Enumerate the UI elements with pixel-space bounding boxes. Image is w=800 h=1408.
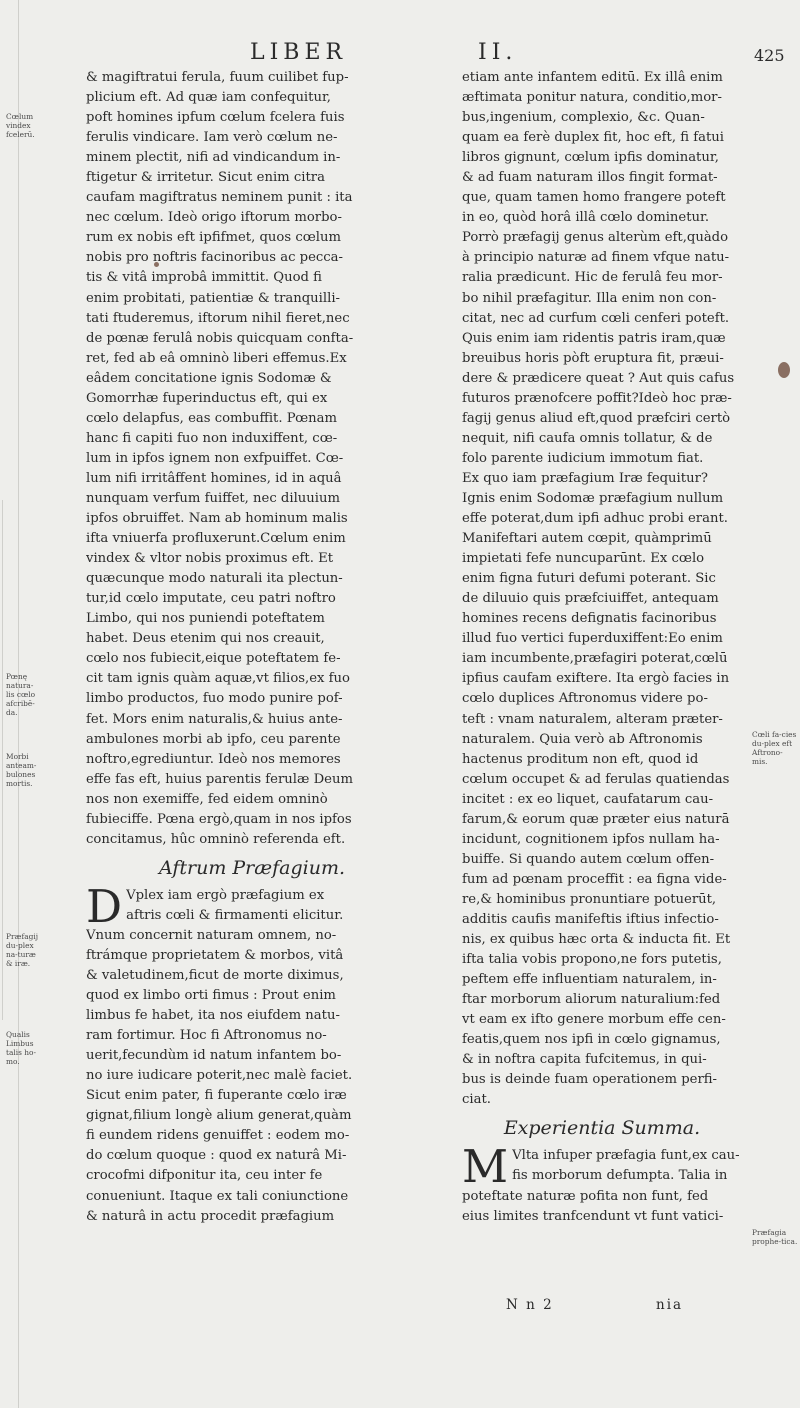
text-line: caufam magiftratus neminem punit : ita	[86, 190, 353, 206]
text-line: cœlo duplices Aftronomus videre po-	[462, 691, 708, 707]
text-line: plicium eft. Ad quæ iam confequitur,	[86, 90, 331, 106]
text-line: bus is deinde fuam operationem perfi-	[462, 1072, 718, 1088]
text-line: vt eam ex ifto genere morbum effe cen-	[462, 1012, 726, 1028]
text-line: cœlum occupet & ad ferulas quatiendas	[462, 771, 730, 787]
text-line: Gomorrhæ fuperinductus eft, qui ex	[86, 390, 328, 406]
text-line: nunquam verfum fuiffet, nec diluuium	[86, 490, 341, 506]
text-line: bo nihil præfagitur. Illa enim non con-	[462, 290, 717, 306]
text-line: Vlta infuper præfagia funt,ex cau-	[512, 1148, 740, 1164]
text-line: effe poterat,dum ipfi adhuc probi erant.	[462, 511, 728, 527]
text-line: Manifeftari autem cœpit, quàmprimū	[462, 531, 712, 547]
text-line: habet. Deus etenim qui nos creauit,	[86, 631, 325, 647]
text-line: hanc fi capiti fuo non induxiffent, cœ-	[86, 430, 338, 446]
text-line: cit tam ignis quàm aquæ,vt filios,ex fuo	[86, 671, 350, 687]
text-line: teft : vnam naturalem, alteram præter-	[462, 711, 723, 727]
text-line: impietati fefe nuncuparūnt. Ex cœlo	[462, 551, 705, 567]
left-column-text-b	[86, 926, 418, 1227]
text-line: tur,id cœlo imputate, ceu patri noftro	[86, 591, 336, 607]
text-line: Sicut enim pater, fi fuperante cœlo iræ	[86, 1088, 347, 1104]
text-line: crocofmi difponitur ita, ceu inter fe	[86, 1168, 323, 1184]
text-line: Ignis enim Sodomæ præfagium nullum	[462, 490, 724, 506]
text-line: ralia prædicunt. Hic de ferulâ feu mor-	[462, 270, 723, 286]
text-line: nequit, nifi caufa omnis tollatur, & de	[462, 430, 713, 446]
margin-note: Qualis Limbus talis ho-mo.	[6, 1030, 36, 1066]
text-line: incidunt, cognitionem ipfos nullam ha-	[462, 831, 720, 847]
text-line: featis,quem nos ipfi in cœlo gignamus,	[462, 1032, 721, 1048]
text-line: quod ex limbo orti fimus : Prout enim	[86, 988, 336, 1004]
text-line: tis & vitâ improbâ immittit. Quod fi	[86, 270, 322, 286]
text-line: lum in ipfos ignem non exfpuiffet. Cœ-	[86, 450, 344, 466]
text-line: eâdem concitatione ignis Sodomæ &	[86, 370, 332, 386]
text-line: enim probitati, patientiæ & tranquilli-	[86, 290, 340, 306]
text-line: illud fuo vertici fuperduxiffent:Eo enim	[462, 631, 723, 647]
running-title-right: II.	[478, 40, 518, 65]
text-line: que, quam tamen homo frangere poteft	[462, 190, 726, 206]
text-line: ftigetur & irritetur. Sicut enim citra	[86, 170, 325, 186]
text-line: rum ex nobis eft ipfifmet, quos cœlum	[86, 230, 341, 246]
margin-note: Cœlum vindex fcelerū.	[6, 112, 35, 139]
text-line: fet. Mors enim naturalis,& huius ante-	[86, 711, 343, 727]
text-line: quam ea ferè duplex fit, hoc eft, fi fatui	[462, 130, 724, 146]
margin-note: Morbi anteam-bulones mortis.	[6, 752, 37, 788]
text-line: Vplex iam ergò præfagium ex	[126, 887, 325, 903]
text-line: nis, ex quibus hæc orta & inducta fit. Et	[462, 932, 731, 948]
left-column	[86, 68, 418, 1227]
text-line: breuibus horis pòft eruptura fit, præui-	[462, 350, 724, 366]
text-line: buiffe. Si quando autem cœlum offen-	[462, 851, 715, 867]
page-edge-line	[2, 500, 3, 1020]
margin-note: Præfagij du-plex na-turæ & iræ.	[6, 932, 38, 968]
text-line: & valetudinem,ficut de morte diximus,	[86, 968, 344, 984]
text-line: fis morborum defumpta. Talia in	[512, 1168, 728, 1184]
margin-note: Præfagia prophe-tica.	[752, 1228, 798, 1246]
text-line: fum ad pœnam proceffit : ea figna vide-	[462, 871, 727, 887]
text-line: enim figna futuri defumi poterant. Sic	[462, 571, 716, 587]
text-line: farum,& eorum quæ præter eius naturā	[462, 811, 730, 827]
text-line: eius limites tranfcendunt vt funt vatici-	[462, 1208, 724, 1224]
text-line: nec cœlum. Ideò origo iftorum morbo-	[86, 210, 342, 226]
text-line: fubieciffe. Pœna ergò,quam in nos ipfos	[86, 811, 352, 827]
text-line: conueniunt. Itaque ex tali coniunctione	[86, 1188, 349, 1204]
stain-mark	[778, 362, 790, 378]
text-line: naturalem. Quia verò ab Aftronomis	[462, 731, 703, 747]
text-line: ambulones morbi ab ipfo, ceu parente	[86, 731, 341, 747]
text-line: tati ftuderemus, iftorum nihil fieret,nec	[86, 310, 350, 326]
catchword: nia	[656, 1297, 684, 1313]
text-line: libros gignunt, cœlum ipfis dominatur,	[462, 150, 719, 166]
text-line: ftar morborum aliorum naturalium:fed	[462, 992, 721, 1008]
text-line: quæcunque modo naturali ita plectun-	[86, 571, 343, 587]
text-line: & ad fuam naturam illos fingit format-	[462, 170, 718, 186]
text-line: cœlo nos fubiecit,eique poteftatem fe-	[86, 651, 341, 667]
text-line: minem plectit, nifi ad vindicandum in-	[86, 150, 341, 166]
text-line: cœlo delapfus, eas combuffit. Pœnam	[86, 410, 337, 426]
text-line: lum nifi irritâffent homines, id in aquâ	[86, 470, 342, 486]
section-heading-astrum: Aftrum Præfagium.	[158, 856, 346, 879]
dropcap-paragraph-right	[462, 1140, 742, 1194]
right-column	[462, 68, 742, 1227]
text-line: ipfos obruiffet. Nam ab hominum malis	[86, 511, 348, 527]
text-line: effe fas eft, huius parentis ferulæ Deum	[86, 771, 353, 787]
text-line: do cœlum quoque : quod ex naturâ Mi-	[86, 1148, 347, 1164]
text-line: nos non exemiffe, fed eidem omninò	[86, 791, 328, 807]
right-column-text	[462, 68, 742, 1110]
text-line: incitet : ex eo liquet, caufatarum cau-	[462, 791, 714, 807]
text-line: peftem effe influentiam naturalem, in-	[462, 972, 717, 988]
dropcap-letter: D	[86, 879, 123, 933]
text-line: re,& hominibus pronuntiare potuerūt,	[462, 891, 717, 907]
text-line: ret, fed ab eâ omninò liberi effemus.Ex	[86, 350, 347, 366]
margin-note: Cœli fa-cies du-plex eft Aftrono-mis.	[752, 730, 797, 766]
dropcap-paragraph-left	[86, 879, 418, 933]
catchword-line	[506, 1297, 684, 1313]
text-line: iam incumbente,præfagiri poterat,cœlū	[462, 651, 728, 667]
page-number: 425	[754, 46, 785, 65]
running-header	[0, 40, 800, 70]
text-line: vindex & vltor nobis proximus eft. Et	[86, 551, 334, 567]
text-line: & in noftra capita fufcitemus, in qui-	[462, 1052, 707, 1068]
text-line: in eo, quòd horâ illâ cœlo dominetur.	[462, 210, 710, 226]
text-line: hactenus proditum non eft, quod id	[462, 751, 699, 767]
text-line: concitamus, hûc omninò referenda eft.	[86, 831, 346, 847]
text-line: & magiftratui ferula, fuum cuilibet fup-	[86, 70, 349, 85]
text-line: Vnum concernit naturam omnem, no-	[86, 927, 337, 943]
right-column-text-b	[462, 1187, 742, 1227]
text-line: bus,ingenium, complexio, &c. Quan-	[462, 110, 705, 126]
text-line: ferulis vindicare. Iam verò cœlum ne-	[86, 130, 338, 146]
text-line: aftris cœli & firmamenti elicitur.	[126, 907, 344, 923]
text-line: citat, nec ad curfum cœli cenferi poteft.	[462, 310, 730, 326]
signature-mark: N n 2	[506, 1297, 554, 1313]
text-line: gignat,filium longè alium generat,quàm	[86, 1108, 352, 1124]
text-line: Porrò præfagij genus alterùm eft,quàdo	[462, 230, 729, 246]
text-line: etiam ante infantem editū. Ex illâ enim	[462, 70, 723, 85]
text-line: ifta vniuerfa profluxerunt.Cœlum enim	[86, 531, 346, 547]
text-line: no iure iudicare poterit,nec malè faciet.	[86, 1068, 353, 1084]
text-line: de pœnæ ferulâ nobis quicquam confta-	[86, 330, 354, 346]
text-line: fagij genus aliud eft,quod præfciri certò	[462, 410, 731, 426]
text-line: à principio naturæ ad finem vfque natu-	[462, 250, 730, 266]
text-line: uerit,fecundùm id natum infantem bo-	[86, 1048, 342, 1064]
text-line: homines recens defignatis facinoribus	[462, 611, 717, 627]
left-column-text	[86, 68, 418, 850]
text-line: Quis enim iam ridentis patris iram,quæ	[462, 330, 726, 346]
text-line: ram fortimur. Hoc fi Aftronomus no-	[86, 1028, 327, 1044]
text-line: dere & prædicere queat ? Aut quis cafus	[462, 370, 735, 386]
text-line: poteftate naturæ pofita non funt, fed	[462, 1188, 709, 1204]
text-line: futuros prænofcere poffit?Ideò hoc præ-	[462, 390, 732, 406]
section-heading-experientia: Experientia Summa.	[503, 1117, 701, 1140]
dropcap-letter: M	[462, 1140, 509, 1194]
text-line: æftimata ponitur natura, conditio,mor-	[462, 90, 722, 106]
text-line: folo parente iudicium immotum fiat.	[462, 450, 704, 466]
text-line: ciat.	[462, 1092, 491, 1108]
text-line: fi eundem ridens genuiffet : eodem mo-	[86, 1128, 350, 1144]
text-line: poft homines ipfum cœlum fcelera fuis	[86, 110, 345, 126]
text-line: de diluuio quis præfciuiffet, antequam	[462, 591, 719, 607]
text-line: noftro,egrediuntur. Ideò nos memores	[86, 751, 341, 767]
text-line: limbus fe habet, ita nos eiufdem natu-	[86, 1008, 340, 1024]
text-line: ftrámque proprietatem & morbos, vitâ	[86, 947, 344, 963]
text-line: & naturâ in actu procedit præfagium	[86, 1208, 335, 1224]
margin-note: Pœnę natura-lis cœlo afcribē-da.	[6, 672, 36, 717]
text-line: limbo productos, fuo modo punire pof-	[86, 691, 343, 707]
text-line: additis caufis manifeftis iftius infectio-	[462, 911, 719, 927]
running-title-left: LIBER	[250, 40, 348, 65]
text-line: Ex quo iam præfagium Iræ fequitur?	[462, 470, 708, 486]
text-line: ifta talia vobis propono,ne fors putetis,	[462, 952, 722, 968]
text-line: Limbo, qui nos puniendi poteftatem	[86, 611, 325, 627]
text-line: nobis pro noftris facinoribus ac pecca-	[86, 250, 343, 266]
text-line: ipfius caufam exiftere. Ita ergò facies in	[462, 671, 730, 687]
